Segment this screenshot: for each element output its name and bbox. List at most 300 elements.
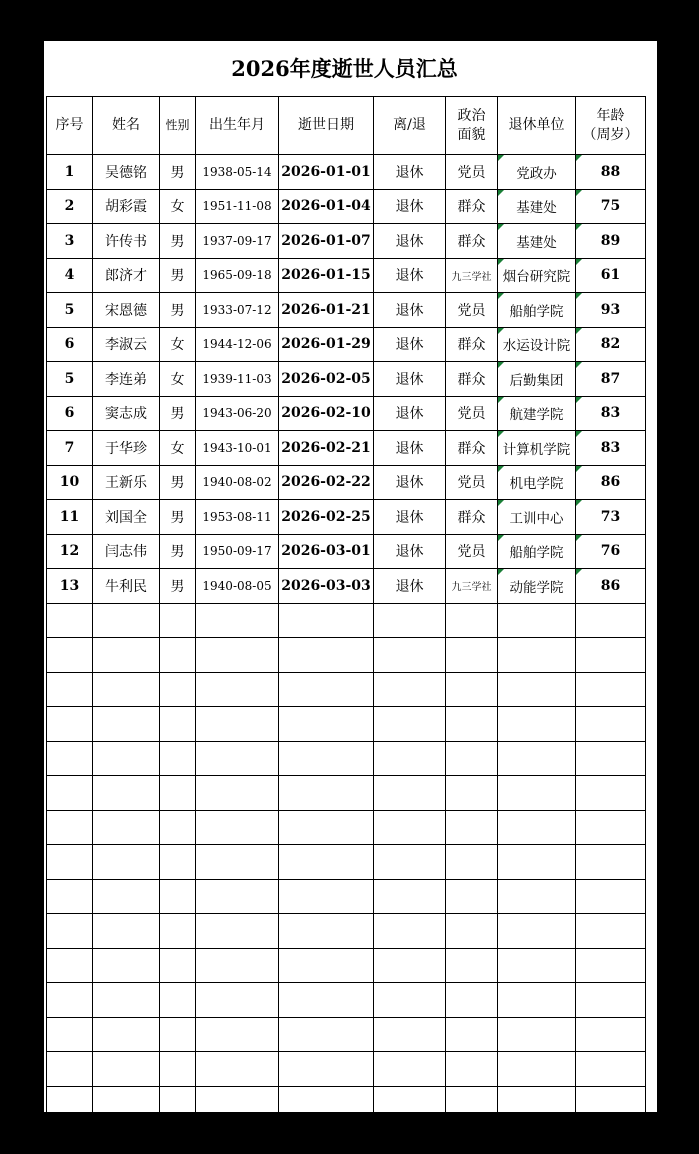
- age-cell[interactable]: [576, 327, 646, 362]
- unit-cell[interactable]: [498, 534, 576, 569]
- birth-date-cell[interactable]: [196, 879, 279, 914]
- seq-cell[interactable]: [47, 1086, 93, 1121]
- seq-cell[interactable]: [47, 983, 93, 1018]
- death-date-cell[interactable]: [279, 465, 374, 500]
- unit-cell[interactable]: [498, 672, 576, 707]
- political-cell[interactable]: [446, 258, 498, 293]
- seq-cell[interactable]: [47, 776, 93, 811]
- name-cell[interactable]: [93, 845, 160, 880]
- name-cell[interactable]: [93, 569, 160, 604]
- political-cell[interactable]: [446, 396, 498, 431]
- gender-cell[interactable]: [160, 672, 196, 707]
- political-cell[interactable]: [446, 431, 498, 466]
- birth-date-cell[interactable]: [196, 776, 279, 811]
- gender-cell[interactable]: [160, 327, 196, 362]
- birth-date-cell[interactable]: [196, 810, 279, 845]
- seq-cell[interactable]: [47, 293, 93, 328]
- age-cell[interactable]: [576, 1017, 646, 1052]
- political-cell-text: 群众: [457, 509, 486, 526]
- status-cell[interactable]: [374, 431, 446, 466]
- name-cell-text: 李连弟: [105, 371, 147, 388]
- political-cell[interactable]: [446, 1017, 498, 1052]
- death-date-cell[interactable]: [279, 224, 374, 259]
- status-cell[interactable]: [374, 1086, 446, 1121]
- death-date-cell-text: 2026-02-22: [281, 474, 371, 491]
- name-cell-text: 窦志成: [105, 406, 147, 423]
- gender-cell[interactable]: [160, 638, 196, 673]
- death-date-cell[interactable]: [279, 362, 374, 397]
- gender-cell[interactable]: [160, 983, 196, 1018]
- status-cell[interactable]: [374, 776, 446, 811]
- name-cell[interactable]: [93, 293, 160, 328]
- age-cell[interactable]: [576, 569, 646, 604]
- death-date-cell[interactable]: [279, 672, 374, 707]
- header-name[interactable]: 姓名: [93, 97, 160, 155]
- gender-cell[interactable]: [160, 1052, 196, 1087]
- seq-cell[interactable]: [47, 465, 93, 500]
- age-cell[interactable]: [576, 845, 646, 880]
- gender-cell[interactable]: [160, 879, 196, 914]
- political-cell-text: 党员: [457, 406, 486, 423]
- status-cell[interactable]: [374, 879, 446, 914]
- age-cell[interactable]: [576, 224, 646, 259]
- political-cell[interactable]: [446, 1086, 498, 1121]
- unit-cell[interactable]: [498, 810, 576, 845]
- name-cell[interactable]: [93, 396, 160, 431]
- age-cell[interactable]: [576, 258, 646, 293]
- death-date-cell[interactable]: [279, 569, 374, 604]
- name-cell[interactable]: [93, 534, 160, 569]
- age-cell[interactable]: [576, 362, 646, 397]
- gender-cell[interactable]: [160, 914, 196, 949]
- name-cell[interactable]: [93, 672, 160, 707]
- name-cell[interactable]: [93, 983, 160, 1018]
- status-cell[interactable]: [374, 672, 446, 707]
- seq-cell[interactable]: [47, 534, 93, 569]
- political-cell[interactable]: [446, 741, 498, 776]
- death-date-cell[interactable]: [279, 534, 374, 569]
- political-cell[interactable]: [446, 914, 498, 949]
- birth-date-cell[interactable]: [196, 603, 279, 638]
- death-date-cell[interactable]: [279, 293, 374, 328]
- status-cell[interactable]: [374, 1052, 446, 1087]
- unit-cell[interactable]: [498, 1017, 576, 1052]
- age-cell-text: 93: [600, 301, 621, 318]
- birth-date-cell[interactable]: [196, 948, 279, 983]
- gender-cell[interactable]: [160, 362, 196, 397]
- political-cell[interactable]: [446, 845, 498, 880]
- unit-cell[interactable]: [498, 638, 576, 673]
- name-cell[interactable]: [93, 1017, 160, 1052]
- seq-cell[interactable]: [47, 258, 93, 293]
- unit-cell[interactable]: [498, 155, 576, 190]
- birth-date-cell[interactable]: [196, 500, 279, 535]
- name-cell-text: 宋恩德: [105, 302, 147, 319]
- political-cell[interactable]: [446, 534, 498, 569]
- seq-cell-text: 4: [64, 267, 75, 284]
- header-seq[interactable]: 序号: [47, 97, 93, 155]
- gender-cell[interactable]: [160, 569, 196, 604]
- cell-comment-marker: [576, 466, 582, 472]
- death-date-cell[interactable]: [279, 155, 374, 190]
- age-cell[interactable]: [576, 396, 646, 431]
- birth-date-cell[interactable]: [196, 1052, 279, 1087]
- spreadsheet-page: [44, 41, 657, 1112]
- unit-cell-text: 工训中心: [509, 510, 564, 527]
- unit-cell-text: 计算机学院: [502, 441, 571, 458]
- empty-table-row: [47, 672, 646, 707]
- age-cell[interactable]: [576, 500, 646, 535]
- seq-cell[interactable]: [47, 569, 93, 604]
- age-cell-text: 82: [600, 336, 621, 353]
- status-cell[interactable]: [374, 500, 446, 535]
- status-cell[interactable]: [374, 465, 446, 500]
- death-date-cell[interactable]: [279, 327, 374, 362]
- birth-date-cell[interactable]: [196, 914, 279, 949]
- death-date-cell[interactable]: [279, 810, 374, 845]
- seq-cell[interactable]: [47, 327, 93, 362]
- name-cell[interactable]: [93, 741, 160, 776]
- age-cell[interactable]: [576, 1086, 646, 1121]
- age-cell-text: 61: [600, 267, 621, 284]
- death-date-cell[interactable]: [279, 396, 374, 431]
- name-cell[interactable]: [93, 776, 160, 811]
- birth-date-cell[interactable]: [196, 155, 279, 190]
- unit-cell[interactable]: [498, 327, 576, 362]
- birth-date-cell[interactable]: [196, 293, 279, 328]
- status-cell[interactable]: [374, 258, 446, 293]
- political-cell[interactable]: [446, 879, 498, 914]
- death-date-cell[interactable]: [279, 500, 374, 535]
- death-date-cell[interactable]: [279, 707, 374, 742]
- political-cell[interactable]: [446, 672, 498, 707]
- age-cell[interactable]: [576, 983, 646, 1018]
- political-cell[interactable]: [446, 224, 498, 259]
- birth-date-cell[interactable]: [196, 845, 279, 880]
- gender-cell[interactable]: [160, 155, 196, 190]
- unit-cell[interactable]: [498, 1052, 576, 1087]
- table-row: [47, 155, 646, 190]
- age-cell[interactable]: [576, 776, 646, 811]
- status-cell[interactable]: [374, 569, 446, 604]
- age-cell[interactable]: [576, 431, 646, 466]
- cell-comment-marker: [576, 569, 582, 575]
- birth-date-cell[interactable]: [196, 431, 279, 466]
- gender-cell[interactable]: [160, 258, 196, 293]
- unit-cell-text: 航建学院: [509, 407, 564, 424]
- political-cell[interactable]: [446, 189, 498, 224]
- seq-cell[interactable]: [47, 914, 93, 949]
- gender-cell-text: 男: [170, 164, 185, 181]
- age-cell[interactable]: [576, 948, 646, 983]
- seq-cell[interactable]: [47, 500, 93, 535]
- unit-cell[interactable]: [498, 603, 576, 638]
- header-gender[interactable]: 性别: [160, 97, 196, 155]
- name-cell[interactable]: [93, 258, 160, 293]
- table-row: [47, 224, 646, 259]
- birth-date-cell[interactable]: [196, 396, 279, 431]
- age-cell[interactable]: [576, 534, 646, 569]
- age-cell[interactable]: [576, 810, 646, 845]
- political-cell[interactable]: [446, 603, 498, 638]
- gender-cell[interactable]: [160, 948, 196, 983]
- age-cell[interactable]: [576, 672, 646, 707]
- cell-comment-marker: [576, 224, 582, 230]
- unit-cell[interactable]: [498, 431, 576, 466]
- death-date-cell-text: 2026-02-10: [281, 405, 371, 422]
- political-cell[interactable]: [446, 1052, 498, 1087]
- birth-date-cell[interactable]: [196, 983, 279, 1018]
- unit-cell[interactable]: [498, 362, 576, 397]
- name-cell-text: 闫志伟: [105, 544, 147, 561]
- unit-cell[interactable]: [498, 465, 576, 500]
- unit-cell[interactable]: [498, 948, 576, 983]
- status-cell[interactable]: [374, 845, 446, 880]
- birth-date-cell[interactable]: [196, 534, 279, 569]
- seq-cell[interactable]: [47, 155, 93, 190]
- seq-cell[interactable]: [47, 707, 93, 742]
- name-cell-text: 牛利民: [105, 578, 147, 595]
- unit-cell[interactable]: [498, 879, 576, 914]
- birth-date-cell[interactable]: [196, 569, 279, 604]
- birth-date-cell[interactable]: [196, 638, 279, 673]
- header-age[interactable]: [576, 97, 646, 155]
- death-date-cell[interactable]: [279, 1086, 374, 1121]
- status-cell[interactable]: [374, 810, 446, 845]
- name-cell[interactable]: [93, 155, 160, 190]
- age-cell[interactable]: [576, 189, 646, 224]
- name-cell[interactable]: [93, 189, 160, 224]
- gender-cell[interactable]: [160, 1086, 196, 1121]
- unit-cell[interactable]: [498, 396, 576, 431]
- name-cell[interactable]: [93, 638, 160, 673]
- political-cell[interactable]: [446, 948, 498, 983]
- age-cell[interactable]: [576, 603, 646, 638]
- status-cell[interactable]: [374, 396, 446, 431]
- political-cell[interactable]: [446, 362, 498, 397]
- status-cell[interactable]: [374, 534, 446, 569]
- death-date-cell[interactable]: [279, 1052, 374, 1087]
- seq-cell[interactable]: [47, 603, 93, 638]
- status-cell[interactable]: [374, 603, 446, 638]
- seq-cell[interactable]: [47, 879, 93, 914]
- birth-date-cell[interactable]: [196, 741, 279, 776]
- political-cell[interactable]: [446, 707, 498, 742]
- death-date-cell[interactable]: [279, 189, 374, 224]
- status-cell[interactable]: [374, 155, 446, 190]
- seq-cell[interactable]: [47, 1052, 93, 1087]
- status-cell[interactable]: [374, 224, 446, 259]
- gender-cell[interactable]: [160, 465, 196, 500]
- birth-date-cell[interactable]: [196, 1086, 279, 1121]
- birth-date-cell-text: 1953-08-11: [202, 509, 272, 524]
- death-date-cell[interactable]: [279, 431, 374, 466]
- age-cell[interactable]: [576, 879, 646, 914]
- name-cell[interactable]: [93, 465, 160, 500]
- age-cell[interactable]: [576, 155, 646, 190]
- birth-date-cell[interactable]: [196, 362, 279, 397]
- name-cell[interactable]: [93, 879, 160, 914]
- header-unit[interactable]: 退休单位: [498, 97, 576, 155]
- header-status[interactable]: 离/退: [374, 97, 446, 155]
- death-date-cell[interactable]: [279, 983, 374, 1018]
- death-date-cell[interactable]: [279, 603, 374, 638]
- status-cell[interactable]: [374, 707, 446, 742]
- name-cell[interactable]: [93, 948, 160, 983]
- status-cell[interactable]: [374, 293, 446, 328]
- status-cell[interactable]: [374, 1017, 446, 1052]
- cell-comment-marker: [498, 259, 504, 265]
- unit-cell[interactable]: [498, 741, 576, 776]
- name-cell[interactable]: [93, 810, 160, 845]
- death-date-cell[interactable]: [279, 914, 374, 949]
- political-cell[interactable]: [446, 155, 498, 190]
- unit-cell[interactable]: [498, 258, 576, 293]
- name-cell[interactable]: [93, 707, 160, 742]
- seq-cell[interactable]: [47, 189, 93, 224]
- seq-cell[interactable]: [47, 638, 93, 673]
- political-cell[interactable]: [446, 500, 498, 535]
- name-cell[interactable]: [93, 362, 160, 397]
- unit-cell[interactable]: [498, 914, 576, 949]
- cell-comment-marker: [498, 293, 504, 299]
- unit-cell[interactable]: [498, 776, 576, 811]
- birth-date-cell[interactable]: [196, 224, 279, 259]
- name-cell-text: 王新乐: [105, 475, 147, 492]
- birth-date-cell[interactable]: [196, 1017, 279, 1052]
- death-date-cell[interactable]: [279, 879, 374, 914]
- header-birth[interactable]: 出生年月: [196, 97, 279, 155]
- death-date-cell[interactable]: [279, 638, 374, 673]
- death-date-cell-text: 2026-01-01: [281, 163, 371, 180]
- gender-cell[interactable]: [160, 500, 196, 535]
- death-date-cell-text: 2026-01-15: [281, 267, 371, 284]
- name-cell[interactable]: [93, 327, 160, 362]
- birth-date-cell[interactable]: [196, 707, 279, 742]
- unit-cell[interactable]: [498, 983, 576, 1018]
- birth-date-cell[interactable]: [196, 465, 279, 500]
- unit-cell[interactable]: [498, 1086, 576, 1121]
- seq-cell-text: 2: [64, 198, 75, 215]
- status-cell[interactable]: [374, 914, 446, 949]
- age-cell[interactable]: [576, 293, 646, 328]
- seq-cell[interactable]: [47, 845, 93, 880]
- age-cell[interactable]: [576, 707, 646, 742]
- gender-cell[interactable]: [160, 431, 196, 466]
- birth-date-cell[interactable]: [196, 327, 279, 362]
- death-date-cell[interactable]: [279, 1017, 374, 1052]
- seq-cell[interactable]: [47, 431, 93, 466]
- name-cell[interactable]: [93, 431, 160, 466]
- age-cell[interactable]: [576, 1052, 646, 1087]
- status-cell[interactable]: [374, 362, 446, 397]
- seq-cell[interactable]: [47, 948, 93, 983]
- name-cell[interactable]: [93, 603, 160, 638]
- political-cell[interactable]: [446, 293, 498, 328]
- name-cell[interactable]: [93, 1052, 160, 1087]
- status-cell[interactable]: [374, 189, 446, 224]
- birth-date-cell[interactable]: [196, 258, 279, 293]
- political-cell[interactable]: [446, 776, 498, 811]
- name-cell[interactable]: [93, 914, 160, 949]
- death-date-cell[interactable]: [279, 258, 374, 293]
- gender-cell[interactable]: [160, 603, 196, 638]
- status-cell[interactable]: [374, 983, 446, 1018]
- seq-cell[interactable]: [47, 810, 93, 845]
- age-cell[interactable]: [576, 638, 646, 673]
- political-cell[interactable]: [446, 983, 498, 1018]
- name-cell[interactable]: [93, 1086, 160, 1121]
- unit-cell-text: 船舶学院: [509, 303, 564, 320]
- status-cell[interactable]: [374, 638, 446, 673]
- header-political[interactable]: [446, 97, 498, 155]
- unit-cell[interactable]: [498, 707, 576, 742]
- gender-cell[interactable]: [160, 189, 196, 224]
- political-cell[interactable]: [446, 327, 498, 362]
- unit-cell[interactable]: [498, 224, 576, 259]
- political-cell[interactable]: [446, 638, 498, 673]
- unit-cell[interactable]: [498, 293, 576, 328]
- gender-cell[interactable]: [160, 776, 196, 811]
- birth-date-cell[interactable]: [196, 189, 279, 224]
- age-cell[interactable]: [576, 914, 646, 949]
- death-date-cell[interactable]: [279, 845, 374, 880]
- seq-cell[interactable]: [47, 396, 93, 431]
- death-date-cell[interactable]: [279, 776, 374, 811]
- gender-cell[interactable]: [160, 224, 196, 259]
- unit-cell[interactable]: [498, 189, 576, 224]
- gender-cell[interactable]: [160, 707, 196, 742]
- death-date-cell[interactable]: [279, 741, 374, 776]
- unit-cell[interactable]: [498, 500, 576, 535]
- cell-comment-marker: [576, 431, 582, 437]
- gender-cell[interactable]: [160, 293, 196, 328]
- birth-date-cell-text: 1937-09-17: [202, 233, 272, 248]
- death-date-cell[interactable]: [279, 948, 374, 983]
- unit-cell[interactable]: [498, 845, 576, 880]
- gender-cell[interactable]: [160, 845, 196, 880]
- name-cell[interactable]: [93, 500, 160, 535]
- political-cell[interactable]: [446, 465, 498, 500]
- status-cell[interactable]: [374, 327, 446, 362]
- header-death[interactable]: 逝世日期: [279, 97, 374, 155]
- age-cell[interactable]: [576, 465, 646, 500]
- status-cell-text: 退休: [395, 406, 424, 423]
- political-cell[interactable]: [446, 810, 498, 845]
- political-cell-text: 党员: [457, 164, 486, 181]
- gender-cell[interactable]: [160, 534, 196, 569]
- birth-date-cell-text: 1965-09-18: [202, 268, 272, 283]
- status-cell[interactable]: [374, 948, 446, 983]
- seq-cell[interactable]: [47, 741, 93, 776]
- gender-cell[interactable]: [160, 741, 196, 776]
- gender-cell[interactable]: [160, 1017, 196, 1052]
- status-cell[interactable]: [374, 741, 446, 776]
- name-cell[interactable]: [93, 224, 160, 259]
- gender-cell[interactable]: [160, 396, 196, 431]
- age-cell[interactable]: [576, 741, 646, 776]
- seq-cell[interactable]: [47, 1017, 93, 1052]
- seq-cell[interactable]: [47, 224, 93, 259]
- name-cell-text: 于华珍: [105, 440, 147, 457]
- seq-cell[interactable]: [47, 362, 93, 397]
- gender-cell[interactable]: [160, 810, 196, 845]
- birth-date-cell[interactable]: [196, 672, 279, 707]
- seq-cell-text: 10: [59, 474, 80, 491]
- unit-cell[interactable]: [498, 569, 576, 604]
- political-cell[interactable]: [446, 569, 498, 604]
- seq-cell[interactable]: [47, 672, 93, 707]
